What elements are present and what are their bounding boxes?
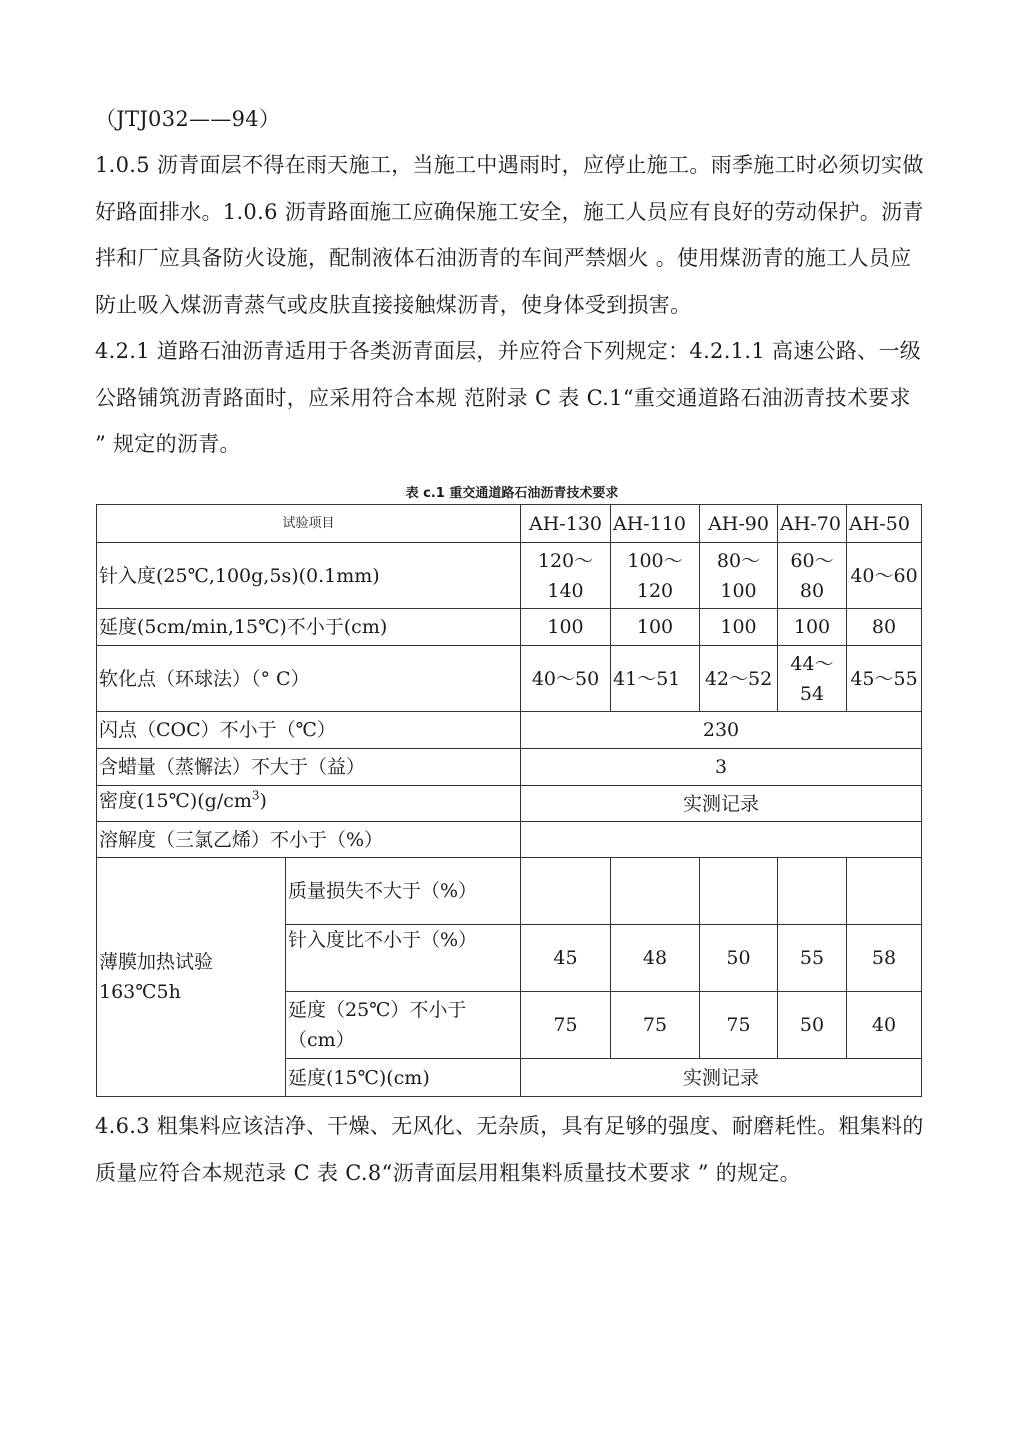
table-row (97, 646, 922, 712)
table-cell: 100 (700, 609, 778, 646)
table-row (97, 712, 922, 749)
row-label: 软化点（环球法）（° C） (97, 646, 521, 712)
table-row (97, 609, 922, 646)
row-label: 针入度比不小于（%） (286, 925, 521, 992)
table-row (97, 858, 922, 925)
header-grade: AH-110 (611, 505, 700, 543)
table-cell: 75 (700, 992, 778, 1059)
table-cell: 100 (611, 609, 700, 646)
table-cell-merged (521, 822, 922, 858)
table-cell: 80 (847, 609, 922, 646)
paragraph-coarse-aggregate: 4.6.3 粗集料应该洁净、干燥、无风化、无杂质，具有足够的强度、耐磨耗性。粗集料的质量应符合本规范录 C 表 C.8“沥青面层用粗集料质量技术要求 ” 的规定。 (95, 1114, 924, 1185)
density-label-end: ) (259, 790, 267, 812)
table-row (97, 786, 922, 822)
density-label-text: 密度(15℃)(g/cm (99, 790, 252, 812)
row-label: 含蜡量（蒸懈法）不大于（益） (97, 749, 521, 786)
table-caption: 表 c.1 重交通道路石油沥青技术要求 (405, 486, 619, 501)
table-row (97, 749, 922, 786)
table-cell: 41～51 (611, 646, 700, 712)
asphalt-spec-table (96, 504, 922, 1097)
table-cell: 75 (521, 992, 611, 1059)
header-grade: AH-70 (778, 505, 847, 543)
table-cell: 100 (521, 609, 611, 646)
table-cell: 120～140 (521, 543, 611, 609)
table-cell (847, 858, 922, 925)
table-cell: 40～60 (847, 543, 922, 609)
table-cell: 42～52 (700, 646, 778, 712)
row-label: 延度（25℃）不小于（cm） (286, 992, 521, 1059)
table-cell: 45 (521, 925, 611, 992)
table-cell: 75 (611, 992, 700, 1059)
row-label: 闪点（COC）不小于（℃） (97, 712, 521, 749)
tfot-group-label: 薄膜加热试验 163℃5h (97, 858, 286, 1097)
table-cell-merged: 实测记录 (521, 786, 922, 822)
table-row (97, 822, 922, 858)
table-cell: 60～80 (778, 543, 847, 609)
table-cell (700, 858, 778, 925)
table-row (97, 543, 922, 609)
table-cell: 45～55 (847, 646, 922, 712)
row-label: 溶解度（三氯乙烯）不小于（%） (97, 822, 521, 858)
table-cell: 50 (700, 925, 778, 992)
header-test-item: 试验项目 (97, 505, 521, 543)
table-cell-merged: 230 (521, 712, 922, 749)
table-cell-merged: 3 (521, 749, 922, 786)
table-cell: 40～50 (521, 646, 611, 712)
table-cell: 48 (611, 925, 700, 992)
table-cell: 80～100 (700, 543, 778, 609)
table-cell (778, 858, 847, 925)
table-cell: 55 (778, 925, 847, 992)
header-grade: AH-50 (847, 505, 922, 543)
density-label-sup: 3 (251, 788, 260, 803)
table-cell: 40 (847, 992, 922, 1059)
paragraph-safety: 1.0.5 沥青面层不得在雨天施工，当施工中遇雨时，应停止施工。雨季施工时必须切实做好路面排水。1.0.6 沥青路面施工应确保施工安全，施工人员应有良好的劳动保护。沥青拌和厂应具备防火设施，配制液体石油沥青的车间严禁烟火 。使用煤沥青的施工人员应防止吸入煤沥青蒸气或皮肤直接接触煤沥青，使身体受到损害。 (95, 153, 924, 317)
table-cell: 50 (778, 992, 847, 1059)
table-cell-merged: 实测记录 (521, 1059, 922, 1097)
row-label: 延度(5cm/min,15℃)不小于(cm) (97, 609, 521, 646)
table-cell (611, 858, 700, 925)
table-cell (521, 858, 611, 925)
row-label: 质量损失不大于（%） (286, 858, 521, 925)
table-cell: 44～54 (778, 646, 847, 712)
row-label (97, 786, 521, 822)
doc-reference: （JTJ032——94） (95, 107, 281, 131)
row-label: 延度(15℃)(cm) (286, 1059, 521, 1097)
table-header-row (97, 505, 922, 543)
table-cell: 58 (847, 925, 922, 992)
paragraph-asphalt-rules: 4.2.1 道路石油沥青适用于各类沥青面层，并应符合下列规定：4.2.1.1 高速公路、一级公路铺筑沥青路面时，应采用符合本规 范附录 C 表 C.1“重交通道路石油沥青技术要求 ” 规定的沥青。 (95, 339, 922, 456)
row-label: 针入度(25℃,100g,5s)(0.1mm) (97, 543, 521, 609)
table-cell: 100 (778, 609, 847, 646)
header-grade: AH-130 (521, 505, 611, 543)
table-cell: 100～120 (611, 543, 700, 609)
header-grade: AH-90 (700, 505, 778, 543)
